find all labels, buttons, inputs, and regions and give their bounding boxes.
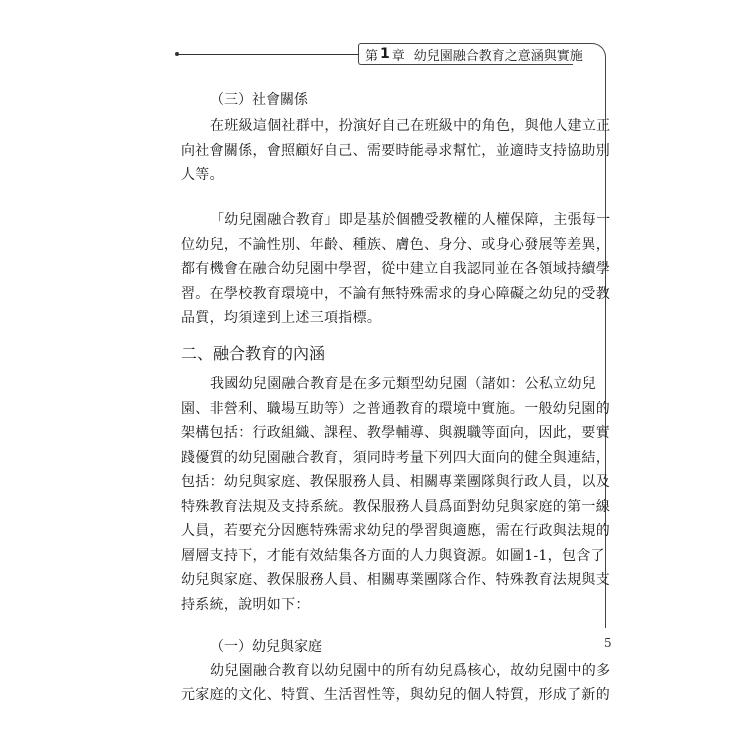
section-3-line-1: 在班級這個社群中，扮演好自己在班級中的角色，與他人建立正	[210, 118, 611, 134]
section-two-line-4: 踐優質的幼兒園融合教育，須同時考量下列四大面向的健全與連結，	[181, 450, 610, 466]
section-two-line-8: 層層支持下，才能有效結集各方面的人力與資源。如圖1-1，包含了	[181, 548, 605, 564]
section-two-line-7: 人員，若要充分因應特殊需求幼兒的學習與適應，需在行政與法規的	[181, 523, 610, 539]
section-3-line-3: 人等。	[181, 167, 224, 183]
section-3-line-2: 向社會關係，會照顧好自己、需要時能尋求幫忙，並適時支持協助別	[181, 143, 610, 159]
chapter-number: 1	[380, 46, 390, 62]
page-number: 5	[604, 636, 612, 650]
summary-line-5: 品質，均須達到上述三項指標。	[181, 310, 382, 326]
summary-line-1: 「幼兒園融合教育」即是基於個體受教權的人權保障，主張每一	[210, 212, 611, 228]
section-1-heading: （一）幼兒與家庭	[210, 639, 322, 655]
section-1-line-1: 幼兒園融合教育以幼兒園中的所有幼兒爲核心，故幼兒園中的多	[210, 663, 611, 679]
section-two-line-6: 特殊教育法規及支持系統。教保服務人員爲面對幼兒與家庭的第一線	[181, 499, 610, 515]
section-two-line-9: 幼兒與家庭、教保服務人員、相關專業團隊合作、特殊教育法規與支	[181, 572, 610, 588]
chapter-title: 幼兒園融合教育之意涵與實施	[413, 48, 583, 64]
section-two-line-1: 我國幼兒園融合教育是在多元類型幼兒園（諸如：公私立幼兒	[210, 376, 597, 392]
summary-line-4: 習。在學校教育環境中，不論有無特殊需求的身心障礙之幼兒的受教	[181, 286, 610, 302]
summary-line-2: 位幼兒，不論性別、年齡、種族、膚色、身分、或身心發展等差異，	[181, 237, 610, 253]
section-two-line-5: 包括：幼兒與家庭、教保服務人員、相關專業團隊與行政人員，以及	[181, 474, 610, 490]
section-two-line-10: 持系統，說明如下：	[181, 597, 310, 613]
section-3-heading: （三）社會關係	[210, 92, 308, 108]
chapter-suffix: 章	[391, 48, 405, 64]
section-1-line-2: 元家庭的文化、特質、生活習性等，與幼兒的個人特質，形成了新的	[181, 687, 610, 703]
chapter-header	[358, 43, 583, 65]
section-two-line-3: 架構包括：行政組織、課程、教學輔導、與親職等面向，因此，要實	[181, 425, 610, 441]
header-rule	[178, 54, 358, 55]
section-two-heading: 二、融合教育的內涵	[181, 344, 326, 363]
chapter-prefix: 第	[365, 48, 379, 64]
section-two-line-2: 園、非營利、職場互助等）之普通教育的環境中實施。一般幼兒園的	[181, 401, 610, 417]
summary-line-3: 都有機會在融合幼兒園中學習，從中建立自我認同並在各領域持續學	[181, 261, 610, 277]
